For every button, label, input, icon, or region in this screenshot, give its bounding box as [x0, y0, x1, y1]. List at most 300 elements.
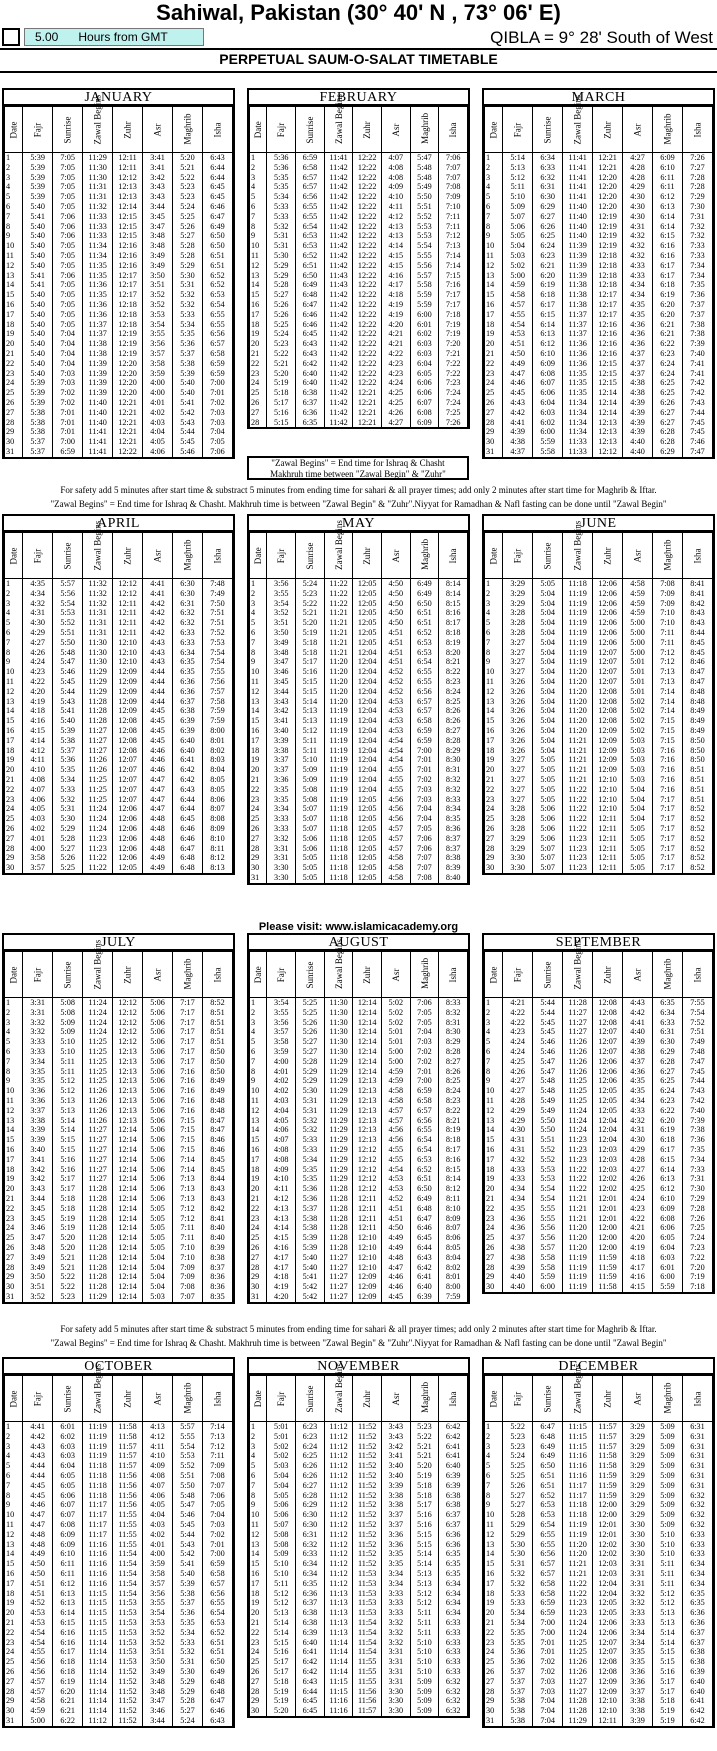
time-cell: 5:04: [533, 677, 563, 687]
table-row: [485, 1116, 713, 1126]
time-cell: 8:06: [202, 795, 232, 805]
time-cell: 5:16: [653, 1667, 683, 1677]
time-cell: 6:39: [682, 1667, 712, 1677]
time-cell: 6:35: [682, 1598, 712, 1608]
time-cell: 3:28: [503, 814, 533, 824]
time-cell: 16: [485, 726, 503, 736]
column-header-label: Sunrise: [304, 116, 315, 144]
time-cell: 5:06: [533, 834, 563, 844]
time-cell: 12:04: [353, 657, 382, 667]
time-cell: 11:12: [324, 1540, 353, 1550]
time-cell: 5:02: [382, 1018, 411, 1028]
table-row: [485, 736, 713, 746]
time-cell: 12:14: [113, 1125, 143, 1135]
time-cell: 12:11: [113, 628, 143, 638]
time-cell: 23: [485, 1214, 503, 1224]
time-cell: 12:05: [353, 579, 382, 589]
time-cell: 6:33: [682, 1549, 712, 1559]
time-cell: 5:58: [533, 447, 563, 457]
time-cell: 20: [485, 339, 503, 349]
time-cell: 11:14: [83, 1667, 113, 1677]
time-cell: 6:32: [173, 618, 203, 628]
time-cell: 8:45: [202, 1165, 232, 1175]
time-cell: 11:19: [563, 1520, 593, 1530]
time-cell: 5:01: [623, 687, 653, 697]
time-cell: 5:59: [410, 300, 439, 310]
time-cell: 6:27: [533, 212, 563, 222]
time-cell: 16: [5, 300, 23, 310]
time-cell: 12:11: [593, 834, 623, 844]
time-cell: 12:08: [593, 1018, 623, 1028]
time-cell: 8:47: [682, 667, 712, 677]
time-cell: 5:31: [503, 1559, 533, 1569]
time-cell: 8:22: [439, 1106, 468, 1116]
website-link[interactable]: Please visit: www.islamicacademy.org: [258, 921, 459, 933]
time-cell: 14: [250, 1549, 267, 1559]
time-cell: 4:33: [503, 1174, 533, 1184]
time-cell: 11:12: [324, 1442, 353, 1452]
table-row: [250, 418, 468, 428]
time-cell: 6:35: [439, 1559, 468, 1569]
time-cell: 3:27: [503, 775, 533, 785]
time-cell: 5:00: [623, 638, 653, 648]
time-cell: 22: [250, 785, 267, 795]
time-cell: 11:52: [353, 1422, 382, 1432]
column-header: [53, 107, 83, 153]
time-cell: 5:39: [296, 1233, 325, 1243]
gmt-offset-field[interactable]: [24, 28, 204, 46]
time-cell: 11:56: [113, 1481, 143, 1491]
time-cell: 7:29: [682, 1194, 712, 1204]
time-cell: 4:26: [623, 1174, 653, 1184]
time-cell: 4:08: [382, 173, 411, 183]
time-cell: 12:20: [113, 359, 143, 369]
time-cell: 11:13: [324, 1628, 353, 1638]
time-cell: 5:06: [143, 1106, 173, 1116]
time-cell: 19: [485, 1174, 503, 1184]
time-cell: 7:14: [653, 687, 683, 697]
table-row: [5, 1598, 233, 1608]
time-cell: 7:06: [202, 1491, 232, 1501]
time-cell: 14: [250, 706, 267, 716]
time-cell: 23: [5, 795, 23, 805]
time-cell: 5:57: [410, 271, 439, 281]
time-cell: 5:52: [410, 212, 439, 222]
time-cell: 11:55: [113, 1530, 143, 1540]
time-cell: 12: [5, 687, 23, 697]
time-cell: 4:16: [23, 716, 53, 726]
time-cell: 5:22: [53, 1272, 83, 1282]
column-header-label: Sunrise: [62, 961, 73, 989]
time-cell: 3:59: [267, 1047, 296, 1057]
time-cell: 6:19: [533, 280, 563, 290]
table-row: [250, 1057, 468, 1067]
time-cell: 11:55: [113, 1520, 143, 1530]
table-row: [250, 1432, 468, 1442]
column-header-label: Sunrise: [304, 961, 315, 989]
column-header: [324, 519, 353, 579]
time-cell: 7:14: [439, 251, 468, 261]
time-cell: 11:28: [83, 1272, 113, 1282]
time-cell: 6:20: [653, 300, 683, 310]
time-cell: 5:43: [173, 418, 203, 428]
time-cell: 6:36: [439, 1530, 468, 1540]
time-cell: 4:32: [623, 231, 653, 241]
time-cell: 6:51: [296, 261, 325, 271]
time-cell: 4:39: [623, 408, 653, 418]
time-cell: 4:03: [23, 814, 53, 824]
time-cell: 5:19: [267, 1687, 296, 1697]
table-row: [5, 153, 233, 163]
table-row: [485, 1559, 713, 1569]
time-cell: 12:09: [113, 697, 143, 707]
time-cell: 7:02: [202, 1530, 232, 1540]
time-cell: 8:06: [439, 1233, 468, 1243]
time-cell: 4:06: [143, 1491, 173, 1501]
time-cell: 3:54: [143, 1608, 173, 1618]
time-cell: 4:45: [143, 716, 173, 726]
time-cell: 6:34: [173, 648, 203, 658]
time-cell: 12:22: [353, 271, 382, 281]
time-cell: 6:48: [296, 290, 325, 300]
time-cell: 7:11: [439, 222, 468, 232]
time-cell: 11:18: [563, 579, 593, 589]
time-cell: 7:47: [682, 1057, 712, 1067]
time-cell: 3:33: [382, 1608, 411, 1618]
time-cell: 8: [5, 1067, 23, 1077]
time-cell: 11:22: [563, 824, 593, 834]
time-cell: 11:16: [83, 1579, 113, 1589]
time-cell: 5:58: [410, 280, 439, 290]
time-cell: 7:48: [202, 579, 232, 589]
time-cell: 5:04: [503, 241, 533, 251]
time-cell: 6:54: [410, 657, 439, 667]
time-cell: 4:59: [623, 589, 653, 599]
time-cell: 3:43: [143, 192, 173, 202]
time-cell: 11:24: [83, 1008, 113, 1018]
time-cell: 5:47: [533, 1057, 563, 1067]
time-cell: 12:14: [113, 1165, 143, 1175]
time-cell: 8:00: [202, 726, 232, 736]
time-cell: 12:13: [113, 192, 143, 202]
time-cell: 7:03: [533, 1677, 563, 1687]
time-cell: 4:05: [143, 437, 173, 447]
time-cell: 9: [485, 231, 503, 241]
time-cell: 5:12: [267, 1598, 296, 1608]
time-cell: 5:05: [267, 1491, 296, 1501]
table-row: [5, 657, 233, 667]
time-cell: 6:51: [533, 1481, 563, 1491]
time-cell: 11:30: [83, 638, 113, 648]
time-cell: 8:32: [439, 775, 468, 785]
time-cell: 7:51: [202, 608, 232, 618]
time-cell: 3:52: [143, 1628, 173, 1638]
time-cell: 6:42: [439, 1422, 468, 1432]
time-cell: 17: [250, 1155, 267, 1165]
time-cell: 8:48: [202, 1096, 232, 1106]
time-cell: 5:31: [173, 1657, 203, 1667]
time-cell: 5:58: [533, 1263, 563, 1273]
table-row: [250, 280, 468, 290]
table-row: [250, 638, 468, 648]
time-cell: 6:45: [202, 182, 232, 192]
time-cell: 5:10: [653, 1530, 683, 1540]
time-cell: 6:34: [653, 1008, 683, 1018]
time-cell: 11:17: [83, 1520, 113, 1530]
time-cell: 6:38: [439, 1500, 468, 1510]
time-cell: 11:18: [563, 1500, 593, 1510]
table-row: [485, 1706, 713, 1716]
time-cell: 6:56: [533, 1549, 563, 1559]
time-cell: 8:37: [439, 834, 468, 844]
time-cell: 11:28: [324, 1214, 353, 1224]
time-cell: 11:39: [563, 241, 593, 251]
time-cell: 9: [5, 231, 23, 241]
time-cell: 7:37: [682, 310, 712, 320]
time-cell: 4:22: [503, 1008, 533, 1018]
time-cell: 12:04: [353, 755, 382, 765]
time-cell: 6:19: [653, 290, 683, 300]
time-cell: 6:26: [296, 1461, 325, 1471]
time-cell: 4:13: [143, 1422, 173, 1432]
time-cell: 5:01: [623, 667, 653, 677]
time-cell: 6:10: [533, 349, 563, 359]
time-cell: 4:34: [503, 1194, 533, 1204]
table-row: [5, 765, 233, 775]
time-cell: 29: [485, 1696, 503, 1706]
time-cell: 5:50: [53, 638, 83, 648]
time-cell: 7:01: [202, 388, 232, 398]
time-cell: 4:36: [623, 329, 653, 339]
time-cell: 12:02: [593, 1540, 623, 1550]
column-header: [382, 533, 411, 579]
time-cell: 4: [5, 182, 23, 192]
column-header-label: Asr: [152, 968, 163, 982]
time-cell: 3:57: [267, 1027, 296, 1037]
time-cell: 11:52: [353, 1481, 382, 1491]
time-cell: 5:40: [173, 388, 203, 398]
time-cell: 5:09: [653, 1461, 683, 1471]
table-row: [250, 1282, 468, 1292]
time-cell: 5:09: [410, 1696, 439, 1706]
column-header: [682, 1376, 712, 1422]
table-row: [5, 814, 233, 824]
time-cell: 2: [485, 1432, 503, 1442]
time-cell: 12:16: [593, 320, 623, 330]
time-cell: 13: [5, 1540, 23, 1550]
time-cell: 12:21: [593, 163, 623, 173]
table-row: [5, 300, 233, 310]
column-header-label: Maghrib: [419, 957, 430, 989]
table-row: [485, 427, 713, 437]
time-cell: 11:32: [83, 579, 113, 589]
time-cell: 12:04: [353, 716, 382, 726]
time-cell: 6:33: [173, 638, 203, 648]
time-cell: 7:53: [202, 638, 232, 648]
time-cell: 6:14: [653, 212, 683, 222]
timezone-checkbox[interactable]: [2, 28, 20, 46]
column-header: [5, 107, 23, 153]
table-row: [485, 182, 713, 192]
time-cell: 5:38: [173, 359, 203, 369]
time-cell: 12:06: [113, 804, 143, 814]
time-cell: 4:01: [143, 398, 173, 408]
time-cell: 22: [5, 785, 23, 795]
time-cell: 11:14: [324, 1647, 353, 1657]
time-cell: 11:39: [83, 369, 113, 379]
time-cell: 18: [5, 1165, 23, 1175]
time-cell: 6:33: [682, 1540, 712, 1550]
time-cell: 29: [485, 427, 503, 437]
time-cell: 21: [485, 1618, 503, 1628]
time-cell: 28: [5, 1687, 23, 1697]
time-cell: 7: [250, 1057, 267, 1067]
time-cell: 6:18: [653, 1135, 683, 1145]
time-cell: 4:31: [623, 1125, 653, 1135]
column-header: [653, 1376, 683, 1422]
time-cell: 21: [485, 775, 503, 785]
time-cell: 6:38: [296, 1608, 325, 1618]
time-cell: 5: [250, 1037, 267, 1047]
time-cell: 4:36: [503, 1223, 533, 1233]
time-cell: 3:31: [23, 998, 53, 1008]
time-cell: 11:28: [563, 998, 593, 1008]
time-cell: 13: [485, 697, 503, 707]
time-cell: 7:31: [682, 1174, 712, 1184]
time-cell: 6:13: [53, 1589, 83, 1599]
time-cell: 7:19: [439, 320, 468, 330]
time-cell: 11:24: [83, 998, 113, 1008]
time-cell: 4:02: [23, 824, 53, 834]
table-row: [5, 667, 233, 677]
time-cell: 5:29: [173, 1677, 203, 1687]
time-cell: 6:40: [296, 378, 325, 388]
time-cell: 24: [250, 1647, 267, 1657]
time-cell: 4:23: [23, 667, 53, 677]
time-cell: 11:14: [324, 1638, 353, 1648]
time-cell: 7:54: [202, 648, 232, 658]
time-cell: 6:08: [533, 369, 563, 379]
time-cell: 5:07: [296, 814, 325, 824]
time-cell: 3:26: [503, 706, 533, 716]
column-header: [653, 107, 683, 153]
time-cell: 11:16: [563, 1471, 593, 1481]
time-cell: 6:53: [533, 1510, 563, 1520]
table-row: [250, 1618, 468, 1628]
time-cell: 6:49: [202, 1667, 232, 1677]
time-cell: 6:34: [296, 1559, 325, 1569]
time-cell: 30: [5, 863, 23, 873]
time-cell: 5:04: [623, 804, 653, 814]
time-cell: 8:02: [202, 746, 232, 756]
table-row: [250, 153, 468, 163]
time-cell: 6:29: [533, 202, 563, 212]
time-cell: 5:17: [267, 1657, 296, 1667]
time-cell: 7:04: [53, 329, 83, 339]
time-cell: 8:27: [439, 1057, 468, 1067]
time-cell: 8:51: [202, 1018, 232, 1028]
time-cell: 12:12: [113, 173, 143, 183]
time-cell: 6:34: [439, 1589, 468, 1599]
time-cell: 4:37: [503, 1233, 533, 1243]
time-cell: 8:47: [682, 677, 712, 687]
time-cell: 4:27: [503, 1086, 533, 1096]
table-row: [5, 795, 233, 805]
time-cell: 8:40: [439, 873, 468, 883]
time-cell: 12:14: [593, 408, 623, 418]
time-cell: 5:41: [23, 212, 53, 222]
time-cell: 5:16: [296, 667, 325, 677]
time-cell: 11:57: [593, 1442, 623, 1452]
time-cell: 1: [250, 998, 267, 1008]
time-cell: 5:23: [173, 192, 203, 202]
table-row: [485, 1491, 713, 1501]
time-cell: 5:06: [143, 1165, 173, 1175]
time-cell: 12:11: [353, 1223, 382, 1233]
time-cell: 5:22: [53, 1282, 83, 1292]
time-cell: 12:14: [113, 1174, 143, 1184]
time-cell: 6:24: [653, 369, 683, 379]
column-header-label: Date: [253, 965, 264, 983]
table-row: [250, 873, 468, 883]
time-cell: 5:41: [296, 1272, 325, 1282]
time-cell: 4:37: [623, 359, 653, 369]
time-cell: 23: [250, 1638, 267, 1648]
time-cell: 11:15: [83, 1618, 113, 1628]
time-cell: 11:13: [324, 1608, 353, 1618]
time-cell: 6:42: [296, 1657, 325, 1667]
time-cell: 5:51: [533, 1135, 563, 1145]
time-cell: 12:07: [593, 1037, 623, 1047]
time-cell: 11:41: [83, 427, 113, 437]
time-cell: 5:32: [296, 1116, 325, 1126]
time-cell: 7:30: [682, 202, 712, 212]
table-row: [5, 1608, 233, 1618]
time-cell: 12:07: [113, 765, 143, 775]
time-cell: 6:35: [296, 418, 325, 428]
time-cell: 5:04: [267, 1481, 296, 1491]
time-cell: 7:47: [682, 447, 712, 457]
time-cell: 6:23: [296, 1432, 325, 1442]
time-cell: 12:11: [593, 853, 623, 863]
time-cell: 12:07: [593, 1638, 623, 1648]
time-cell: 5:36: [267, 163, 296, 173]
time-cell: 11:30: [83, 173, 113, 183]
time-cell: 11:52: [353, 1432, 382, 1442]
time-cell: 4:19: [23, 697, 53, 707]
time-cell: 4:36: [623, 1067, 653, 1077]
time-cell: 6:46: [296, 310, 325, 320]
time-cell: 11:25: [563, 1076, 593, 1086]
safety-note-2: For safety add 5 minutes after start time & substract 5 minutes from ending time for sahari & all prayer times; add only 2 minutes after start time for Maghrib & Iftar.: [60, 1324, 657, 1334]
column-header: [173, 533, 203, 579]
time-cell: 6:17: [53, 1647, 83, 1657]
time-cell: 3:38: [23, 1116, 53, 1126]
time-cell: 11:19: [324, 804, 353, 814]
time-cell: 4:34: [623, 1096, 653, 1106]
time-cell: 7:01: [410, 1067, 439, 1077]
column-header-label: Maghrib: [662, 1381, 673, 1413]
time-cell: 12:06: [113, 853, 143, 863]
time-cell: 8:19: [439, 1125, 468, 1135]
time-cell: 5:37: [53, 746, 83, 756]
time-cell: 27: [5, 408, 23, 418]
time-cell: 4:48: [23, 1540, 53, 1550]
column-header: [250, 1376, 267, 1422]
time-cell: 6:59: [533, 1608, 563, 1618]
time-cell: 11:25: [83, 1067, 113, 1077]
time-cell: 6:50: [202, 241, 232, 251]
